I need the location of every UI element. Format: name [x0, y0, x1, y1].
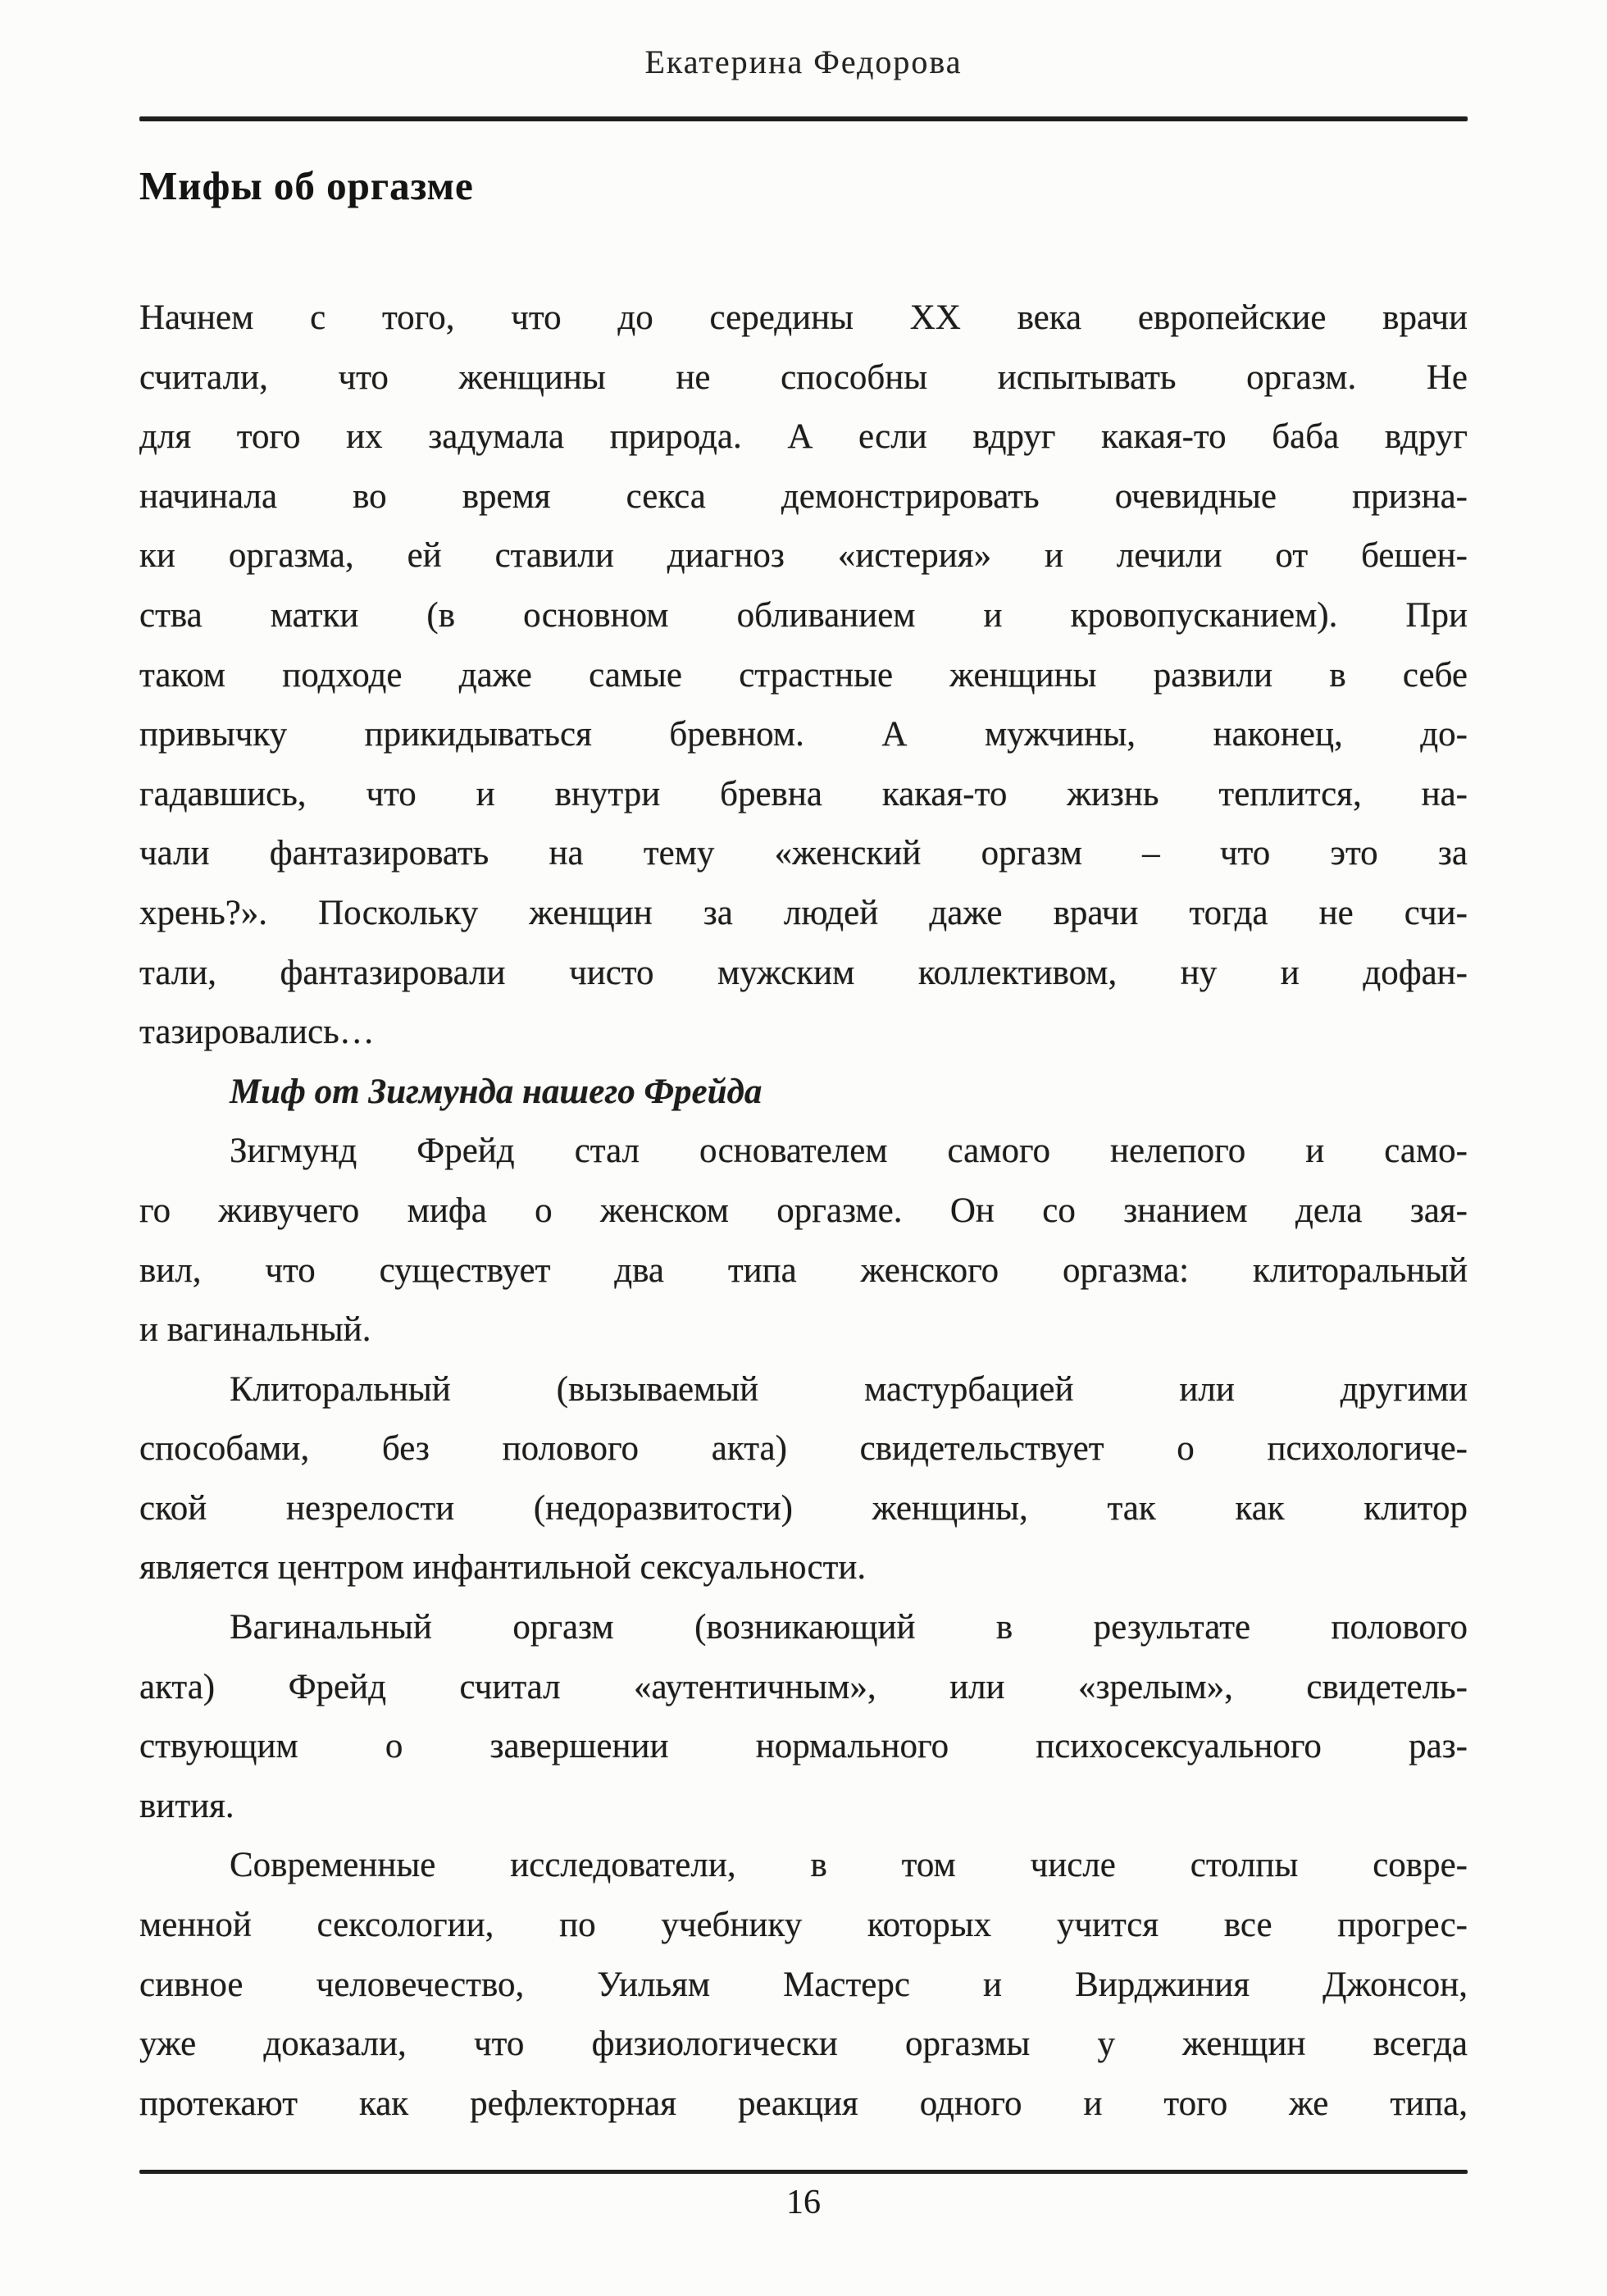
section-subheading: Миф от Зигмунда нашего Фрейда: [230, 1072, 763, 1111]
text-line: гадавшись, что и внутри бревна какая-то жизнь теплится, на-: [139, 774, 1468, 813]
page-number: 16: [786, 2184, 821, 2221]
body-text: [139, 289, 1468, 2134]
text-line: Клиторальный (вызываемый мастурбацией или другими: [230, 1369, 1468, 1409]
text-line: вития.: [139, 1786, 234, 1825]
text-line: уже доказали, что физиологически оргазмы у женщин всегда: [139, 2025, 1468, 2064]
text-line: Вагинальный оргазм (возникающий в результате полового: [230, 1608, 1468, 1647]
text-line: тали, фантазировали чисто мужским коллективом, ну и дофан-: [139, 953, 1468, 992]
text-line: менной сексологии, по учебнику которых учится все прогрес-: [139, 1906, 1468, 1945]
text-line: и вагинальный.: [139, 1310, 371, 1350]
text-line: способами, без полового акта) свидетельствует о психологиче-: [139, 1429, 1468, 1469]
text-line: для того их задумала природа. А если вдруг какая-то баба вдруг: [139, 417, 1468, 457]
text-line: хрень?». Поскольку женщин за людей даже врачи тогда не счи-: [139, 893, 1468, 932]
running-header-author: Екатерина Федорова: [644, 43, 963, 80]
text-line: привычку прикидываться бревном. А мужчины, наконец, до-: [139, 715, 1468, 754]
text-line: ки оргазма, ей ставили диагноз «истерия» и лечили от бешен-: [139, 536, 1468, 576]
text-line: ствующим о завершении нормального психосексуального раз-: [139, 1727, 1468, 1766]
page-title: Мифы об оргазме: [139, 163, 474, 208]
text-line: протекают как рефлекторная реакция одного и того же типа,: [139, 2084, 1468, 2123]
text-line: таком подходе даже самые страстные женщины развили в себе: [139, 655, 1468, 695]
text-line: считали, что женщины не способны испытывать оргазм. Не: [139, 358, 1468, 397]
text-line: Зигмунд Фрейд стал основателем самого нелепого и само-: [230, 1132, 1468, 1171]
text-line: акта) Фрейд считал «аутентичным», или «зрелым», свидетель-: [139, 1667, 1468, 1706]
header-rule: [139, 116, 1468, 121]
text-line: ства матки (в основном обливанием и кровопусканием). При: [139, 595, 1468, 635]
text-line: вил, что существует два типа женского оргазма: клиторальный: [139, 1250, 1468, 1290]
text-line: сивное человечество, Уильям Мастерс и Вирджиния Джонсон,: [139, 1965, 1468, 2004]
text-line: го живучего мифа о женском оргазме. Он со знанием дела зая-: [139, 1191, 1468, 1230]
text-line: начинала во время секса демонстрировать очевидные призна-: [139, 476, 1468, 516]
text-line: Начнем с того, что до середины XX века европейские врачи: [139, 298, 1468, 337]
text-line: тазировались…: [139, 1013, 375, 1052]
text-line: чали фантазировать на тему «женский оргазм – что это за: [139, 834, 1468, 873]
text-line: является центром инфантильной сексуальности.: [139, 1548, 867, 1588]
footer-rule: [139, 2170, 1468, 2174]
text-line: ской незрелости (недоразвитости) женщины, так как клитор: [139, 1488, 1468, 1528]
text-line: Современные исследователи, в том числе столпы совре-: [230, 1846, 1468, 1885]
